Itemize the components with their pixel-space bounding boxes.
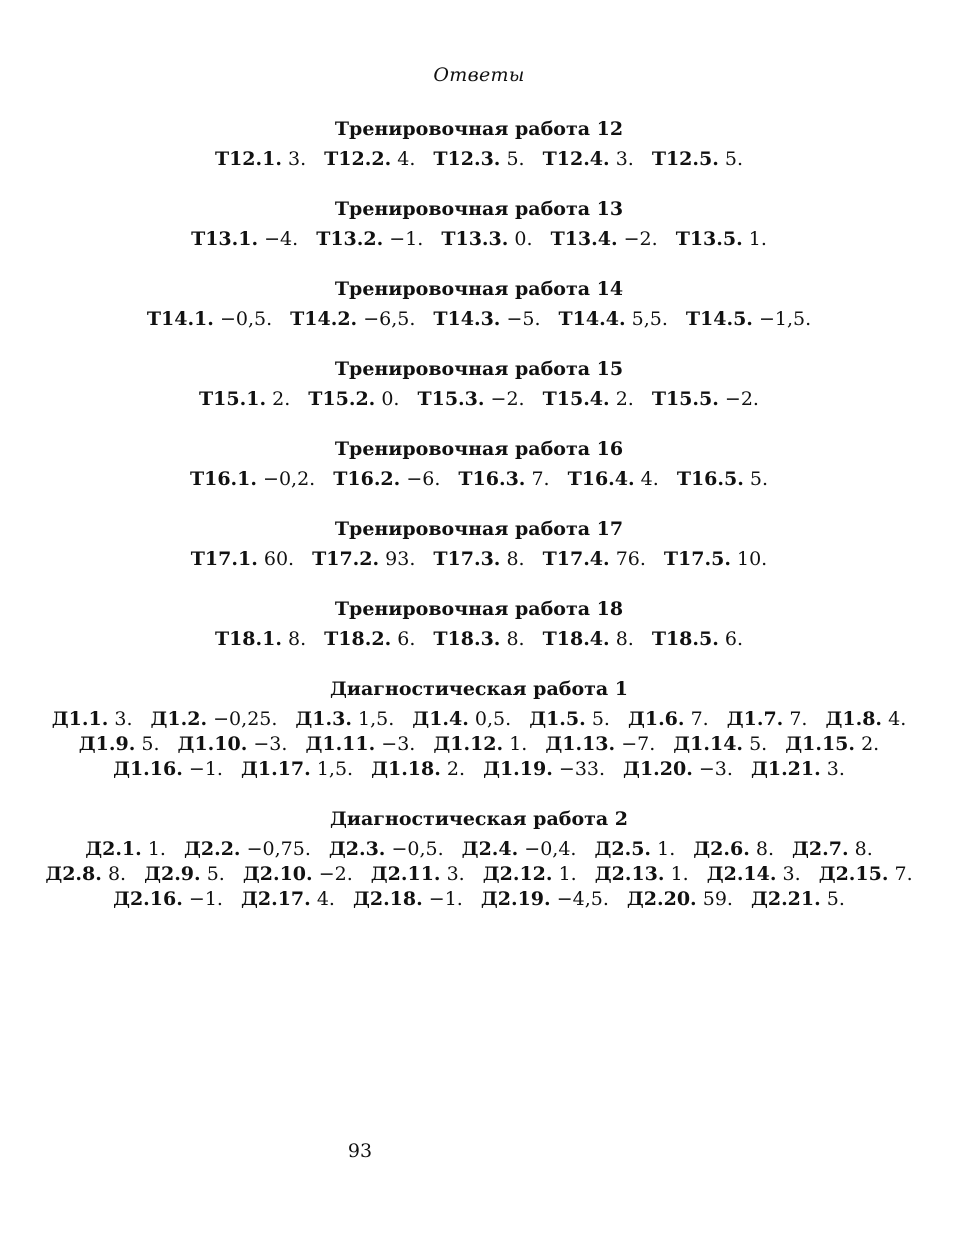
- answer-value: −3.: [698, 758, 733, 780]
- answer-label: Т18.1.: [214, 628, 282, 650]
- answer-line: [0, 627, 958, 652]
- answer-line: [0, 467, 958, 492]
- answer-item: [819, 863, 913, 885]
- answer-value: 3.: [288, 148, 307, 170]
- answer-value: −7.: [621, 733, 656, 755]
- answer-value: 8.: [755, 838, 775, 860]
- answer-item: [79, 733, 160, 755]
- answer-value: −1.: [428, 888, 463, 910]
- answer-section: [0, 114, 958, 172]
- answer-value: 6.: [724, 628, 744, 650]
- answer-label: Т16.5.: [676, 468, 744, 490]
- answer-value: −0,4.: [524, 838, 577, 860]
- answer-value: −2.: [724, 388, 759, 410]
- answer-item: [551, 228, 658, 250]
- answer-label: Т18.5.: [651, 628, 719, 650]
- answers-block: [0, 387, 958, 412]
- answer-label: Д2.6.: [693, 838, 750, 860]
- answer-item: [324, 628, 415, 650]
- answer-value: 0,5.: [474, 708, 512, 730]
- answer-value: 4.: [316, 888, 335, 910]
- answer-item: [191, 548, 294, 570]
- answer-value: 7.: [894, 863, 913, 885]
- answer-label: Д1.8.: [825, 708, 883, 730]
- answer-label: Т16.4.: [567, 468, 635, 490]
- answer-section: [0, 194, 958, 252]
- answer-label: Т12.2.: [324, 148, 392, 170]
- answer-item: [652, 388, 759, 410]
- answer-line: [0, 387, 958, 412]
- answer-item: [316, 228, 423, 250]
- answer-value: −1.: [389, 228, 424, 250]
- answer-label: Д1.17.: [240, 758, 311, 780]
- answer-value: 76.: [615, 548, 646, 570]
- answer-item: [727, 708, 808, 730]
- answer-item: [627, 888, 733, 910]
- answer-value: −6.: [406, 468, 441, 490]
- answer-item: [324, 148, 415, 170]
- answer-label: Д2.7.: [792, 838, 849, 860]
- answer-value: 7.: [531, 468, 550, 490]
- answer-item: [241, 758, 353, 780]
- answer-value: −2.: [623, 228, 658, 250]
- answer-item: [308, 388, 399, 410]
- answer-label: Д2.18.: [352, 888, 423, 910]
- answer-item: [686, 308, 811, 330]
- answer-value: −33.: [558, 758, 606, 780]
- answer-item: [481, 888, 609, 910]
- answer-label: Д2.8.: [45, 863, 102, 885]
- answer-item: [371, 758, 465, 780]
- answer-value: 3.: [446, 863, 465, 885]
- answer-label: Т18.3.: [433, 628, 501, 650]
- answer-value: 4.: [397, 148, 416, 170]
- answer-value: 60.: [263, 548, 295, 570]
- answer-value: −0,25.: [213, 708, 278, 730]
- answer-label: Т14.2.: [290, 308, 358, 330]
- answer-value: 8.: [506, 628, 525, 650]
- answer-value: 1,5.: [358, 708, 395, 730]
- section-title: Диагностическая работа 1: [329, 678, 629, 700]
- answer-item: [652, 628, 743, 650]
- answer-value: 8.: [615, 628, 634, 650]
- answer-item: [144, 863, 225, 885]
- answer-line: [0, 887, 958, 912]
- answer-label: Т12.4.: [542, 148, 610, 170]
- answer-label: Т15.5.: [651, 388, 719, 410]
- answer-label: Д1.20.: [623, 758, 693, 780]
- answer-value: 8.: [854, 838, 873, 860]
- answer-label: Д2.10.: [242, 863, 313, 885]
- answer-label: Д1.1.: [51, 708, 109, 730]
- answer-section: [0, 354, 958, 412]
- answer-value: 4.: [888, 708, 907, 730]
- answer-value: −0,5.: [219, 308, 273, 330]
- answer-line: [0, 307, 958, 332]
- answer-value: −4.: [264, 228, 299, 250]
- answer-item: [623, 758, 733, 780]
- answer-label: Т14.3.: [433, 308, 501, 330]
- answer-label: Д1.6.: [627, 708, 685, 730]
- answer-value: 5.: [749, 468, 769, 490]
- answer-label: Т15.4.: [542, 388, 610, 410]
- answer-item: [545, 733, 655, 755]
- answer-label: Д1.3.: [295, 708, 352, 730]
- answer-label: Д1.14.: [673, 733, 744, 755]
- answer-line: [0, 707, 958, 732]
- answer-value: −3.: [253, 733, 288, 755]
- answer-label: Т13.1.: [191, 228, 259, 250]
- answer-item: [628, 708, 709, 730]
- answer-value: 6.: [397, 628, 416, 650]
- answers-block: [0, 707, 958, 782]
- answer-label: Д1.7.: [726, 708, 784, 730]
- answer-item: [191, 228, 298, 250]
- answer-item: [353, 888, 463, 910]
- answer-item: [707, 863, 801, 885]
- page-number: 93: [347, 1140, 373, 1162]
- answer-line: [0, 547, 958, 572]
- answer-label: Д1.21.: [750, 758, 821, 780]
- answer-value: 1.: [509, 733, 528, 755]
- answer-item: [441, 228, 532, 250]
- answer-label: Т12.1.: [214, 148, 282, 170]
- answer-item: [52, 708, 133, 730]
- answer-label: Т17.5.: [663, 548, 731, 570]
- answer-label: Т17.1.: [190, 548, 258, 570]
- answers-block: [0, 147, 958, 172]
- answer-value: 93.: [385, 548, 416, 570]
- answer-value: 2.: [615, 388, 634, 410]
- answer-value: 1.: [147, 838, 166, 860]
- answer-item: [652, 148, 743, 170]
- answer-item: [433, 733, 527, 755]
- answer-value: −4,5.: [556, 888, 609, 910]
- answer-item: [85, 838, 166, 860]
- answers-block: [0, 547, 958, 572]
- answer-value: 3.: [826, 758, 845, 780]
- answer-value: −2.: [318, 863, 353, 885]
- answer-item: [243, 863, 353, 885]
- section-title: Тренировочная работа 12: [334, 118, 624, 140]
- answer-label: Д2.2.: [183, 838, 241, 860]
- answer-item: [483, 758, 605, 780]
- answer-label: Д2.9.: [144, 863, 201, 885]
- answer-item: [664, 548, 767, 570]
- answer-item: [433, 148, 524, 170]
- answer-section: [0, 804, 958, 912]
- answer-item: [594, 838, 675, 860]
- answer-label: Т15.1.: [199, 388, 267, 410]
- section-title: Тренировочная работа 13: [334, 198, 624, 220]
- answer-value: 8.: [506, 548, 525, 570]
- answers-block: [0, 627, 958, 652]
- answer-label: Т13.4.: [550, 228, 618, 250]
- answer-label: Д1.15.: [785, 733, 856, 755]
- answer-item: [529, 708, 610, 730]
- answer-label: Д2.21.: [750, 888, 821, 910]
- answer-label: Т13.2.: [316, 228, 384, 250]
- answer-item: [458, 468, 549, 490]
- answer-label: Т13.3.: [441, 228, 509, 250]
- section-title: Тренировочная работа 16: [334, 438, 624, 460]
- answer-label: Т16.1.: [189, 468, 257, 490]
- answer-value: 5,5.: [631, 308, 668, 330]
- answer-label: Т12.5.: [651, 148, 719, 170]
- answer-item: [433, 628, 524, 650]
- answer-item: [433, 308, 540, 330]
- answer-item: [568, 468, 659, 490]
- answer-value: 8.: [107, 863, 127, 885]
- answer-line: [0, 732, 958, 757]
- answer-label: Д1.16.: [113, 758, 183, 780]
- answer-item: [113, 758, 223, 780]
- answer-value: 1,5.: [316, 758, 354, 780]
- answer-item: [241, 888, 335, 910]
- section-title: Тренировочная работа 18: [334, 598, 624, 620]
- answer-label: Т16.2.: [333, 468, 401, 490]
- answer-item: [178, 733, 288, 755]
- answer-label: Т14.5.: [685, 308, 753, 330]
- answer-item: [295, 708, 394, 730]
- answer-value: 1.: [748, 228, 767, 250]
- answer-label: Д2.20.: [626, 888, 697, 910]
- answer-value: 59.: [702, 888, 733, 910]
- answer-item: [483, 863, 577, 885]
- answer-value: 1.: [670, 863, 689, 885]
- answer-label: Т14.4.: [558, 308, 626, 330]
- answer-line: [0, 862, 958, 887]
- answer-label: Д1.2.: [150, 708, 208, 730]
- answer-item: [113, 888, 223, 910]
- answer-value: −1.: [188, 888, 223, 910]
- answer-item: [417, 388, 524, 410]
- answer-value: 5.: [206, 863, 225, 885]
- answer-item: [329, 838, 444, 860]
- answer-item: [693, 838, 774, 860]
- answer-value: −0,5.: [391, 838, 444, 860]
- answer-item: [543, 628, 634, 650]
- answer-label: Т17.3.: [433, 548, 501, 570]
- answer-line: [0, 837, 958, 862]
- answer-value: −3.: [381, 733, 416, 755]
- answer-label: Т18.4.: [542, 628, 610, 650]
- answer-label: Д2.17.: [240, 888, 311, 910]
- answer-value: −0,2.: [263, 468, 316, 490]
- answer-item: [190, 468, 315, 490]
- answer-label: Д1.13.: [545, 733, 616, 755]
- answer-label: Т15.2.: [308, 388, 376, 410]
- answer-item: [825, 708, 906, 730]
- answer-label: Д2.13.: [594, 863, 665, 885]
- answer-line: [0, 147, 958, 172]
- answer-item: [751, 888, 845, 910]
- answer-label: Д1.18.: [371, 758, 441, 780]
- answer-item: [543, 388, 634, 410]
- answer-label: Т17.4.: [542, 548, 610, 570]
- answer-value: 2.: [861, 733, 880, 755]
- answer-item: [199, 388, 290, 410]
- answer-value: 5.: [724, 148, 744, 170]
- answers-sections: [0, 114, 958, 934]
- answer-label: Т17.2.: [312, 548, 380, 570]
- answer-item: [305, 733, 415, 755]
- answer-item: [147, 308, 272, 330]
- answer-value: 5.: [749, 733, 768, 755]
- answer-section: [0, 274, 958, 332]
- answer-item: [184, 838, 311, 860]
- answer-value: 1.: [558, 863, 577, 885]
- answer-label: Д2.16.: [113, 888, 183, 910]
- answer-item: [751, 758, 845, 780]
- section-title: Тренировочная работа 15: [334, 358, 624, 380]
- answer-section: [0, 594, 958, 652]
- answer-label: Т12.3.: [433, 148, 501, 170]
- answer-item: [412, 708, 511, 730]
- answer-value: 0.: [381, 388, 400, 410]
- answers-block: [0, 307, 958, 332]
- answer-item: [595, 863, 689, 885]
- answer-item: [312, 548, 415, 570]
- section-title: Диагностическая работа 2: [329, 808, 629, 830]
- answer-item: [543, 548, 646, 570]
- answer-value: 5.: [591, 708, 610, 730]
- answer-item: [785, 733, 879, 755]
- answer-label: Д2.4.: [461, 838, 519, 860]
- answer-label: Д2.15.: [818, 863, 889, 885]
- answer-line: [0, 757, 958, 782]
- answer-value: −6,5.: [363, 308, 416, 330]
- answer-value: 0.: [514, 228, 533, 250]
- answer-value: −1,5.: [758, 308, 812, 330]
- answer-value: 3.: [782, 863, 801, 885]
- answer-label: Т15.3.: [417, 388, 485, 410]
- answer-value: 8.: [288, 628, 307, 650]
- answers-block: [0, 227, 958, 252]
- answer-item: [676, 228, 767, 250]
- answer-value: −2.: [490, 388, 525, 410]
- answer-label: Д1.9.: [78, 733, 136, 755]
- answer-label: Д1.11.: [305, 733, 376, 755]
- answer-item: [45, 863, 126, 885]
- answer-value: 5.: [141, 733, 160, 755]
- answer-value: 10.: [736, 548, 768, 570]
- answer-value: 7.: [690, 708, 709, 730]
- answer-item: [371, 863, 465, 885]
- answer-value: 5.: [826, 888, 845, 910]
- answer-section: [0, 674, 958, 782]
- answer-label: Д2.3.: [328, 838, 386, 860]
- answer-label: Т13.5.: [675, 228, 743, 250]
- answer-label: Д1.19.: [483, 758, 553, 780]
- answer-label: Т16.3.: [458, 468, 526, 490]
- answer-item: [462, 838, 577, 860]
- answer-item: [433, 548, 524, 570]
- answer-item: [290, 308, 415, 330]
- answer-value: 5.: [506, 148, 525, 170]
- answers-block: [0, 467, 958, 492]
- section-title: Тренировочная работа 14: [334, 278, 624, 300]
- answers-block: [0, 837, 958, 912]
- answer-value: 1.: [657, 838, 676, 860]
- answer-line: [0, 227, 958, 252]
- answer-value: 2.: [272, 388, 291, 410]
- answer-label: Д2.1.: [85, 838, 142, 860]
- answer-item: [215, 148, 306, 170]
- answer-label: Д2.5.: [594, 838, 652, 860]
- answer-label: Д2.12.: [482, 863, 553, 885]
- answer-label: Д1.10.: [177, 733, 248, 755]
- answer-item: [673, 733, 767, 755]
- answer-label: Д2.11.: [370, 863, 441, 885]
- answer-label: Д1.12.: [433, 733, 504, 755]
- answer-item: [333, 468, 440, 490]
- answer-label: Д2.19.: [480, 888, 551, 910]
- answer-value: −5.: [506, 308, 541, 330]
- answer-label: Д1.5.: [529, 708, 586, 730]
- answer-value: −0,75.: [246, 838, 311, 860]
- answer-item: [215, 628, 306, 650]
- answer-value: −1.: [188, 758, 223, 780]
- answer-item: [792, 838, 873, 860]
- answer-section: [0, 514, 958, 572]
- answer-section: [0, 434, 958, 492]
- running-head: Ответы: [433, 64, 525, 86]
- answer-label: Т14.1.: [146, 308, 214, 330]
- answer-value: 4.: [640, 468, 659, 490]
- answer-label: Д2.14.: [706, 863, 777, 885]
- answer-item: [543, 148, 634, 170]
- section-title: Тренировочная работа 17: [334, 518, 624, 540]
- answer-value: 7.: [789, 708, 808, 730]
- answer-value: 2.: [446, 758, 466, 780]
- answer-item: [559, 308, 668, 330]
- answer-label: Д1.4.: [412, 708, 469, 730]
- answer-value: 3.: [615, 148, 634, 170]
- answer-value: 3.: [114, 708, 133, 730]
- answer-item: [151, 708, 278, 730]
- answer-item: [677, 468, 768, 490]
- answer-label: Т18.2.: [324, 628, 392, 650]
